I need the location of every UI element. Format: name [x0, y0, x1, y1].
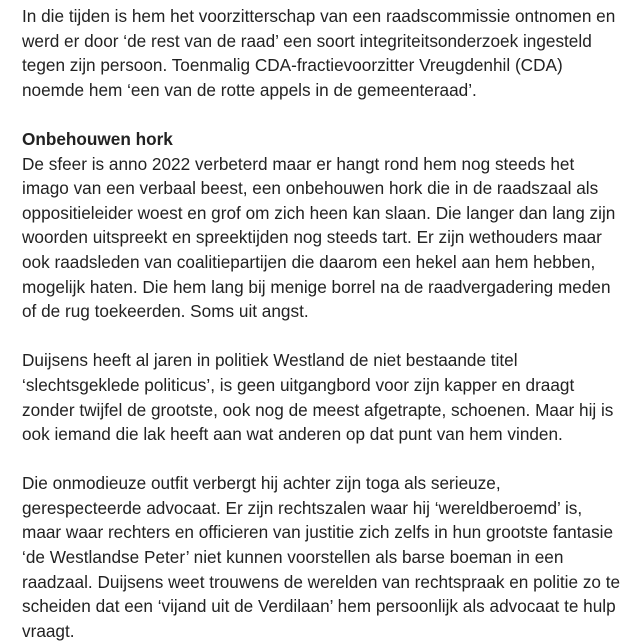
article-body — [22, 4, 622, 643]
paragraph: Duijsens heeft al jaren in politiek Westland de niet bestaande titel ‘slechtsgeklede politicus’, is geen uitgangbord voor zijn kapper en draagt zonder twijfel de grootste, ook nog de meest afgetrapte, schoenen. Maar hij is ook iemand die lak heeft aan wat anderen op dat punt van hem vinden. — [22, 350, 614, 445]
paragraph-intro: In die tijden is hem het voorzitterschap van een raadscommissie ontnomen en werd er door ‘de rest van de raad’ een soort integriteitsonderzoek ingesteld tegen zijn persoon. Toenmalig CDA-fractievoorzitter Vreugdenhil (CDA) noemde hem ‘een van de rotte appels in de gemeenteraad’. — [22, 6, 616, 100]
section-heading: Onbehouwen hork — [22, 128, 173, 149]
paragraph: De sfeer is anno 2022 verbeterd maar er hangt rond hem nog steeds het imago van een verbaal beest, een onbehouwen hork die in de raadszaal als oppositieleider woest en grof om zich heen kan slaan. Die langer dan lang zijn woorden uitspreekt en spreektijden nog steeds tart. Er zijn wethouders maar ook raadsleden van coalitiepartijen die daarom een hekel aan hem hebben, mogelijk haten. Die hem lang bij menige borrel na de raadvergadering meden of de rug toekeerden. Soms uit angst. — [22, 153, 616, 322]
paragraph: Die onmodieuze outfit verbergt hij achter zijn toga als serieuze, gerespecteerde advocaat. Er zijn rechtszalen waar hij ‘wereldberoemd’ is, maar waar rechters en officieren van justitie zich zelfs in hun grootste fantasie ‘de Westlandse Peter’ niet kunnen voorstellen als barse boeman in een raadzaal. Duijsens weet trouwens de werelden van rechtspraak en politie zo te scheiden dat een ‘vijand uit de Verdilaan’ hem persoonlijk als advocaat te hulp vraagt. — [22, 473, 621, 641]
